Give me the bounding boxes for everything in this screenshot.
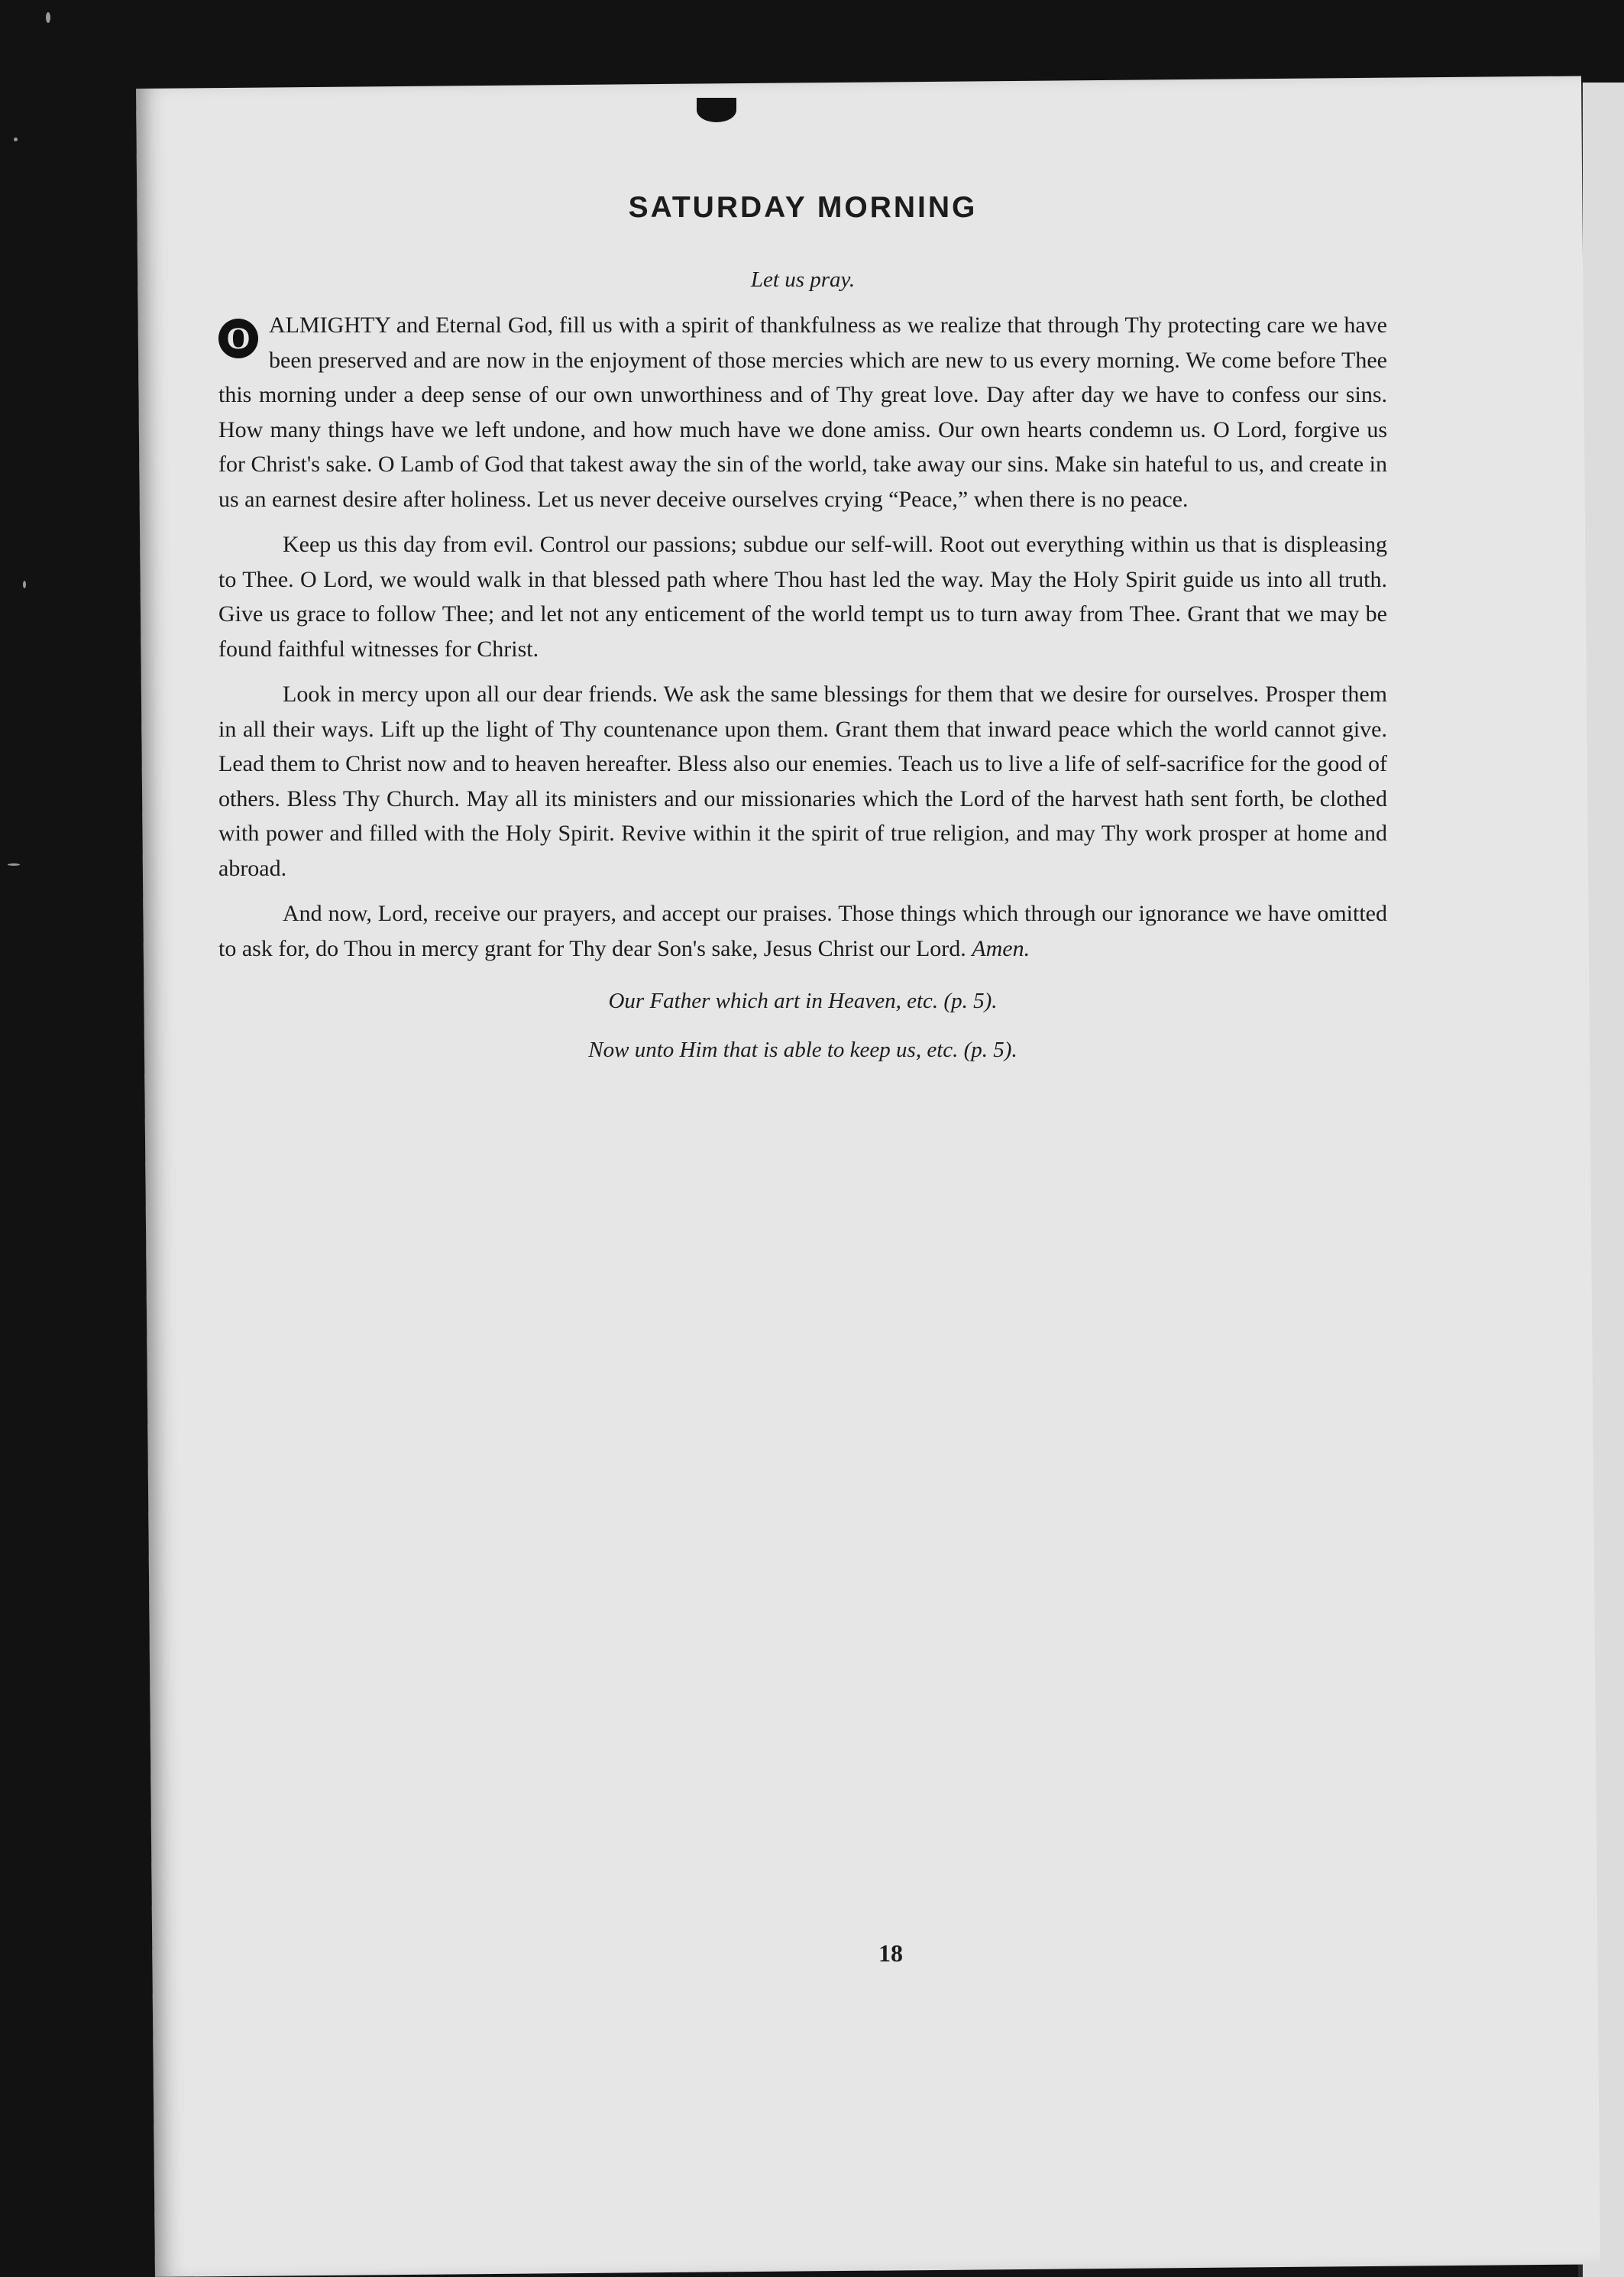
paragraph-text: And now, Lord, receive our prayers, and accept our praises. Those things which through our ignorance we have omitted to ask for, do Thou in mercy grant for Thy dear Son's sake, Jesus Christ our Lord. bbox=[218, 901, 1387, 961]
scan-speck bbox=[8, 863, 20, 866]
closing-references bbox=[218, 977, 1387, 1074]
closing-line-doxology: Now unto Him that is able to keep us, etc. (p. 5). bbox=[588, 1038, 1017, 1062]
invocation: Let us pray. bbox=[750, 267, 856, 292]
page-content bbox=[218, 191, 1387, 1074]
paragraph-text: ALMIGHTY and Eternal God, fill us with a spirit of thankfulness as we realize that through Thy protecting care we have been preserved and are now in the enjoyment of those mercies which are new to us every morning. We come before Thee this morning under a deep sense of our own unworthiness and of Thy great love. Day after day we have to confess our sins. How many things have we left undone, and how much have we done amiss. Our own hearts condemn us. O Lord, forgive us for Christ's sake. O Lamb of God that takest away the sin of the world, take away our sins. Make sin hateful to us, and create in us an earnest desire after holiness. Let us never deceive ourselves crying “Peace,” when there is no peace. bbox=[218, 313, 1387, 512]
scan-speck bbox=[46, 12, 50, 23]
amen-word: Amen. bbox=[972, 935, 1030, 961]
scan-speck bbox=[23, 581, 26, 588]
closing-line-lords-prayer: Our Father which art in Heaven, etc. (p. 5). bbox=[608, 989, 998, 1013]
page-number: 18 bbox=[878, 1939, 903, 1967]
prayer-paragraph-1 bbox=[218, 308, 1387, 517]
prayer-paragraph-4 bbox=[218, 896, 1387, 966]
page-notch bbox=[697, 98, 736, 122]
prayer-paragraph-2: Keep us this day from evil. Control our passions; subdue our self-will. Root out everything within us that is displeasing to Thee. O Lord, we would walk in that blessed path where Thou hast led the way. May the Holy Spirit guide us into all truth. Give us grace to follow Thee; and let not any enticement of the world tempt us to turn away from Thee. Grant that we may be found faithful witnesses for Christ. bbox=[218, 532, 1387, 662]
scan-speck bbox=[14, 138, 18, 141]
drop-cap-ornament: O bbox=[218, 319, 258, 358]
page-title: SATURDAY MORNING bbox=[628, 191, 978, 224]
prayer-paragraph-3: Look in mercy upon all our dear friends. We ask the same blessings for them that we desire for ourselves. Prosper them in all their ways. Lift up the light of Thy countenance upon them. Grant them that inward peace which the world cannot give. Lead them to Christ now and to heaven hereafter. Bless also our enemies. Teach us to live a life of self-sacrifice for the good of others. Bless Thy Church. May all its ministers and our missionaries which the Lord of the harvest hath sent forth, be clothed with power and filled with the Holy Spirit. Revive within it the spirit of true religion, and may Thy work prosper at home and abroad. bbox=[218, 682, 1387, 881]
